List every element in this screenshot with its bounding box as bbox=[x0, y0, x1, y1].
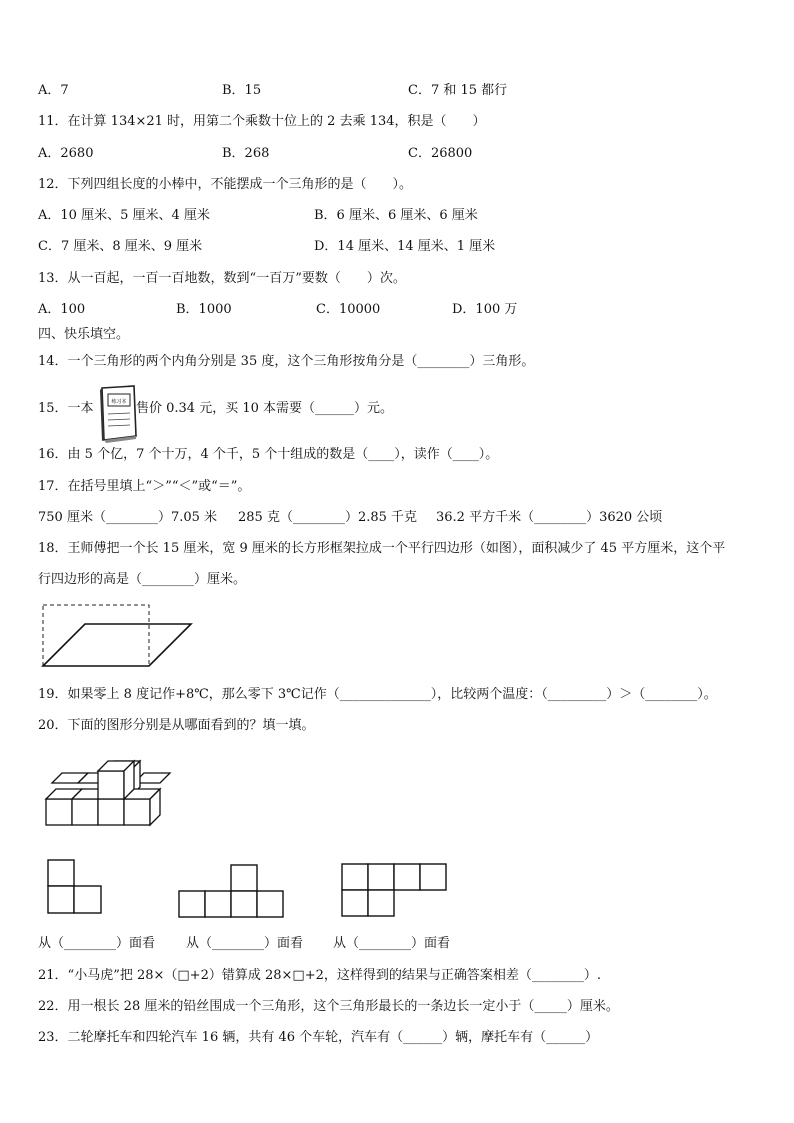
q13-question: 13．从一百起，一百一百地数，数到“一百万”要数（ ）次。 bbox=[38, 271, 406, 286]
view-figure-2 bbox=[178, 864, 286, 920]
q20-answer-1: 从（________）面看 bbox=[38, 936, 156, 951]
q20-question: 20．下面的图形分别是从哪面看到的？填一填。 bbox=[38, 718, 315, 733]
notebook-image bbox=[96, 384, 140, 442]
q11-option-c: C．26800 bbox=[408, 146, 473, 161]
q17-item-3: 36.2 平方千米（________）3620 公顷 bbox=[436, 510, 663, 525]
q13-option-c: C．10000 bbox=[316, 302, 381, 317]
q12-option-a: A．10 厘米、5 厘米、4 厘米 bbox=[38, 208, 210, 223]
q12-option-b: B．6 厘米、6 厘米、6 厘米 bbox=[314, 208, 478, 223]
q20-answer-3: 从（________）面看 bbox=[333, 936, 451, 951]
parallelogram-figure bbox=[40, 602, 196, 670]
q21-question: 21．“小马虎”把 28×（□+2）错算成 28×□+2，这样得到的结果与正确答案相差（________）. bbox=[38, 968, 601, 983]
q12-option-c: C．7 厘米、8 厘米、9 厘米 bbox=[38, 239, 203, 254]
notebook-label: 练习本 bbox=[111, 399, 127, 405]
q22-question: 22．用一根长 28 厘米的铅丝围成一个三角形，这个三角形最长的一条边长一定小于（_____）厘米。 bbox=[38, 999, 619, 1014]
q12-option-d: D．14 厘米、14 厘米、1 厘米 bbox=[314, 239, 496, 254]
q13-option-b: B．1000 bbox=[176, 302, 232, 317]
q17-question: 17．在括号里填上“＞”“＜”或“＝”。 bbox=[38, 479, 251, 494]
q19-question: 19．如果零上 8 度记作+8℃，那么零下 3℃记作（______________），比较两个温度：（_________）＞（________）。 bbox=[38, 687, 717, 702]
cube-stack-figure bbox=[40, 755, 170, 830]
q11-question: 11．在计算 134×21 时，用第二个乘数十位上的 2 去乘 134，积是（ ） bbox=[38, 114, 486, 129]
q23-question: 23．二轮摩托车和四轮汽车 16 辆，共有 46 个车轮，汽车有（______）辆，摩托车有（______） bbox=[38, 1030, 599, 1045]
section-heading: 四、快乐填空。 bbox=[38, 327, 130, 342]
q10-option-c: C．7 和 15 都行 bbox=[408, 83, 508, 98]
view-figure-1 bbox=[47, 858, 105, 916]
q18-question-line2: 行四边形的高是（________）厘米。 bbox=[38, 572, 247, 587]
q12-question: 12．下列四组长度的小棒中，不能摆成一个三角形的是（ ）。 bbox=[38, 177, 413, 192]
q20-answer-2: 从（________）面看 bbox=[186, 936, 304, 951]
q10-option-a: A．7 bbox=[38, 83, 69, 98]
q13-option-d: D．100 万 bbox=[452, 302, 518, 317]
q17-item-2: 285 克（________）2.85 千克 bbox=[238, 510, 418, 525]
q16-question: 16．由 5 个亿，7 个十万，4 个千，5 个十组成的数是（____），读作（____）。 bbox=[38, 447, 499, 462]
q17-item-1: 750 厘米（________）7.05 米 bbox=[38, 510, 218, 525]
q15-question: 售价 0.34 元，买 10 本需要（______）元。 bbox=[136, 401, 394, 416]
q14-question: 14．一个三角形的两个内角分别是 35 度，这个三角形按角分是（________）三角形。 bbox=[38, 354, 535, 369]
q13-option-a: A．100 bbox=[38, 302, 86, 317]
q11-option-b: B．268 bbox=[222, 146, 270, 161]
q15-prefix: 15．一本 bbox=[38, 401, 94, 416]
q18-question-line1: 18．王师傅把一个长 15 厘米，宽 9 厘米的长方形框架拉成一个平行四边形（如图），面积减少了 45 平方厘米，这个平 bbox=[38, 541, 726, 556]
view-figure-3 bbox=[341, 863, 449, 919]
q10-option-b: B．15 bbox=[222, 83, 262, 98]
q11-option-a: A．2680 bbox=[38, 146, 94, 161]
